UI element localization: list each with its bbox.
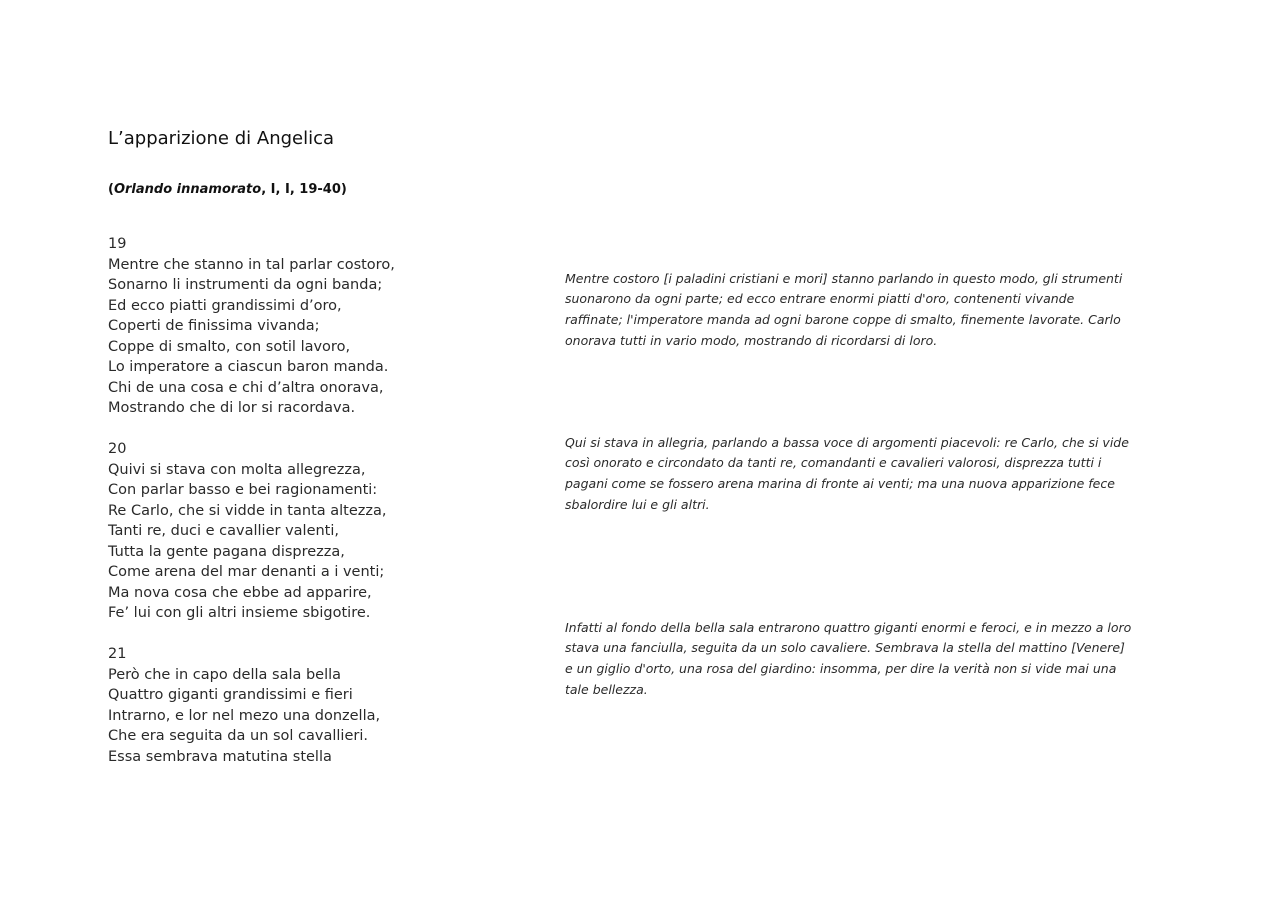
stanza-number: 21 xyxy=(108,646,127,662)
paraphrase-stanza-19: Mentre costoro [i paladini cristiani e mori] stanno parlando in questo modo, gli strumenti suonarono da ogni parte; ed ecco entrare enormi piatti d'oro, contenenti vivande raffinate; l'imperatore manda ad ogni barone coppe di smalto, finemente lavorate. Carlo onorava tutti in vario modo, mostrando di ricordarsi di loro. xyxy=(565,270,1123,348)
stanza xyxy=(108,439,528,624)
verse-line: Lo imperatore a ciascun baron manda. xyxy=(108,359,389,375)
verse-line: Mostrando che di lor si racordava. xyxy=(108,400,356,416)
verse-line: Con parlar basso e bei ragionamenti: xyxy=(108,482,378,498)
stanza-number: 19 xyxy=(108,236,127,252)
verse-line: Ed ecco piatti grandissimi d’oro, xyxy=(108,297,342,314)
paraphrase-stanza-21: Infatti al fondo della bella sala entrarono quattro giganti enormi e feroci, e in mezzo a loro stava una fanciulla, seguita da un solo cavaliere. Sembrava la stella del mattino [Venere] e un giglio d'orto, una rosa del giardino: insomma, per dire la verità non si vide mai una tale bellezza. xyxy=(565,619,1132,697)
verse-line: Mentre che stanno in tal parlar costoro, xyxy=(108,256,395,273)
work-title: Orlando innamorato xyxy=(113,182,262,197)
verse-line: Tutta la gente pagana disprezza, xyxy=(108,543,345,560)
verse-line: Re Carlo, che si vidde in tanta altezza, xyxy=(108,502,387,519)
verse-line: Come arena del mar denanti a i venti; xyxy=(108,564,385,580)
verse-line: Coppe di smalto, con sotil lavoro, xyxy=(108,338,351,355)
verse-line: Fe’ lui con gli altri insieme sbigotire. xyxy=(108,605,371,621)
verse-line: Chi de una cosa e chi d’altra onorava, xyxy=(108,379,384,396)
reference-canto: , I, I, 19-40) xyxy=(261,182,347,197)
verse-line: Sonarno li instrumenti da ogni banda; xyxy=(108,277,383,293)
page-title: L’apparizione di Angelica xyxy=(108,128,335,149)
work-reference xyxy=(108,182,347,197)
reference-open-paren: ( xyxy=(108,182,114,197)
paraphrase-stanza-20: Qui si stava in allegria, parlando a bassa voce di argomenti piacevoli: re Carlo, che si vide così onorato e circondato da tanti re, comandanti e cavalieri valorosi, disprezza tutti i pagani come se fossero arena marina di fronte ai venti; ma una nuova apparizione fece sbalordire lui e gli altri. xyxy=(565,434,1129,512)
stanza-number: 20 xyxy=(108,441,127,457)
verse-line: Che era seguita da un sol cavallieri. xyxy=(108,728,368,744)
verse-line: Intrarno, e lor nel mezo una donzella, xyxy=(108,707,381,724)
stanza xyxy=(108,234,528,419)
verse-line: Coperti de finissima vivanda; xyxy=(108,318,320,334)
stanza xyxy=(108,644,528,767)
verse-line: Quattro giganti grandissimi e fieri xyxy=(108,687,353,703)
verse-line: Essa sembrava matutina stella xyxy=(108,748,332,765)
verse-line: Ma nova cosa che ebbe ad apparire, xyxy=(108,584,372,601)
verse-line: Tanti re, duci e cavallier valenti, xyxy=(108,523,340,539)
verse-line: Però che in capo della sala bella xyxy=(108,666,342,683)
poem-text xyxy=(108,234,528,788)
verse-line: Quivi si stava con molta allegrezza, xyxy=(108,461,366,478)
